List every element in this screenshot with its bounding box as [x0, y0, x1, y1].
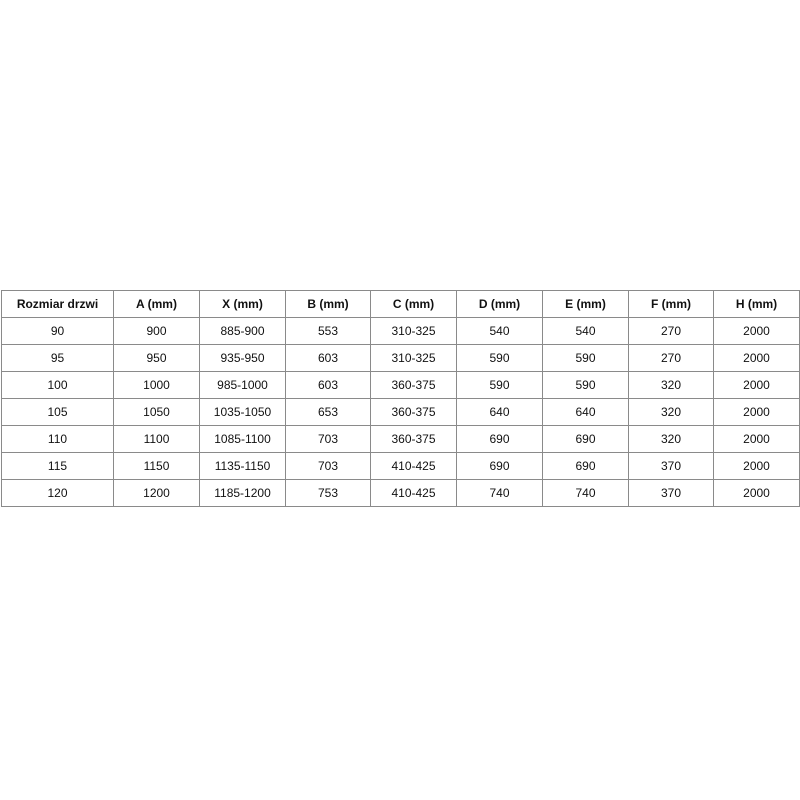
table-row [2, 318, 800, 345]
cell-a: 1150 [114, 453, 200, 480]
cell-d: 740 [457, 480, 543, 507]
cell-a: 1000 [114, 372, 200, 399]
table-body [2, 318, 800, 507]
header-f: F (mm) [629, 291, 714, 318]
cell-c: 360-375 [371, 426, 457, 453]
cell-e: 690 [543, 453, 629, 480]
cell-a: 1100 [114, 426, 200, 453]
cell-e: 590 [543, 372, 629, 399]
cell-a: 1050 [114, 399, 200, 426]
header-e: E (mm) [543, 291, 629, 318]
cell-f: 270 [629, 345, 714, 372]
cell-x: 935-950 [200, 345, 286, 372]
cell-a: 950 [114, 345, 200, 372]
table-row [2, 480, 800, 507]
cell-b: 653 [286, 399, 371, 426]
cell-c: 360-375 [371, 399, 457, 426]
header-c: C (mm) [371, 291, 457, 318]
table-row [2, 453, 800, 480]
cell-b: 753 [286, 480, 371, 507]
header-b: B (mm) [286, 291, 371, 318]
cell-door-size: 110 [2, 426, 114, 453]
cell-h: 2000 [714, 318, 800, 345]
cell-e: 540 [543, 318, 629, 345]
table-row [2, 426, 800, 453]
cell-door-size: 90 [2, 318, 114, 345]
cell-b: 703 [286, 426, 371, 453]
table-row [2, 372, 800, 399]
header-door-size: Rozmiar drzwi [2, 291, 114, 318]
cell-a: 1200 [114, 480, 200, 507]
cell-a: 900 [114, 318, 200, 345]
cell-b: 703 [286, 453, 371, 480]
cell-b: 553 [286, 318, 371, 345]
dimensions-table [1, 290, 800, 507]
cell-h: 2000 [714, 480, 800, 507]
cell-door-size: 95 [2, 345, 114, 372]
cell-x: 1135-1150 [200, 453, 286, 480]
cell-f: 320 [629, 399, 714, 426]
cell-b: 603 [286, 345, 371, 372]
cell-door-size: 105 [2, 399, 114, 426]
cell-h: 2000 [714, 426, 800, 453]
cell-door-size: 120 [2, 480, 114, 507]
cell-f: 270 [629, 318, 714, 345]
cell-h: 2000 [714, 345, 800, 372]
cell-d: 690 [457, 426, 543, 453]
cell-b: 603 [286, 372, 371, 399]
cell-h: 2000 [714, 399, 800, 426]
cell-d: 540 [457, 318, 543, 345]
cell-d: 590 [457, 345, 543, 372]
cell-h: 2000 [714, 372, 800, 399]
header-a: A (mm) [114, 291, 200, 318]
table-row [2, 345, 800, 372]
cell-e: 740 [543, 480, 629, 507]
cell-x: 1185-1200 [200, 480, 286, 507]
cell-f: 320 [629, 426, 714, 453]
cell-x: 1035-1050 [200, 399, 286, 426]
cell-e: 640 [543, 399, 629, 426]
cell-f: 370 [629, 453, 714, 480]
cell-c: 360-375 [371, 372, 457, 399]
header-x: X (mm) [200, 291, 286, 318]
table-row [2, 399, 800, 426]
cell-door-size: 100 [2, 372, 114, 399]
header-d: D (mm) [457, 291, 543, 318]
cell-c: 410-425 [371, 453, 457, 480]
header-h: H (mm) [714, 291, 800, 318]
cell-d: 590 [457, 372, 543, 399]
cell-x: 1085-1100 [200, 426, 286, 453]
cell-e: 690 [543, 426, 629, 453]
cell-c: 310-325 [371, 345, 457, 372]
cell-f: 320 [629, 372, 714, 399]
cell-e: 590 [543, 345, 629, 372]
cell-door-size: 115 [2, 453, 114, 480]
cell-d: 640 [457, 399, 543, 426]
cell-x: 885-900 [200, 318, 286, 345]
cell-c: 410-425 [371, 480, 457, 507]
cell-c: 310-325 [371, 318, 457, 345]
cell-d: 690 [457, 453, 543, 480]
cell-h: 2000 [714, 453, 800, 480]
cell-f: 370 [629, 480, 714, 507]
header-row [2, 291, 800, 318]
cell-x: 985-1000 [200, 372, 286, 399]
